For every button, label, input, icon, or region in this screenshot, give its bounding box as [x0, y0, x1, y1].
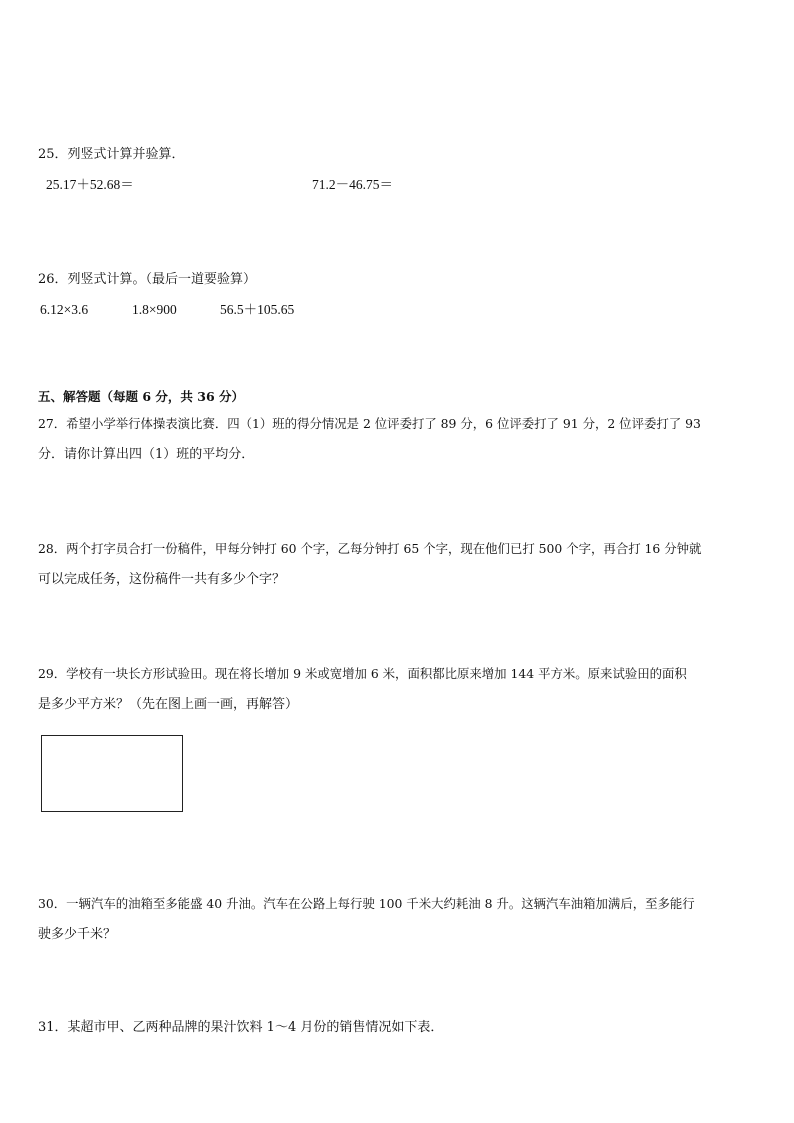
q25-expr-1: 25.17＋52.68＝: [46, 177, 134, 192]
q27-line-1: 27．希望小学举行体操表演比赛．四（1）班的得分情况是 2 位评委打了 89 分，6 位评委打了 91 分，2 位评委打了 93: [38, 416, 701, 431]
rectangle-figure: [41, 735, 183, 812]
q31-line-1: 31．某超市甲、乙两种品牌的果汁饮料 1～4 月份的销售情况如下表．: [38, 1020, 444, 1035]
q29-line-2: 是多少平方米？（先在图上画一画，再解答）: [38, 697, 299, 712]
q28-line-1: 28．两个打字员合打一份稿件，甲每分钟打 60 个字，乙每分钟打 65 个字，现在他们已打 500 个字，再合打 16 分钟就: [38, 541, 702, 556]
q26-title: 26．列竖式计算。（最后一道要验算）: [38, 272, 257, 287]
q28-line-2: 可以完成任务，这份稿件一共有多少个字？: [38, 572, 286, 587]
q25-title: 25．列竖式计算并验算．: [38, 147, 185, 162]
q30-line-1: 30．一辆汽车的油箱至多能盛 40 升油。汽车在公路上每行驶 100 千米大约耗油 8 升。这辆汽车油箱加满后，至多能行: [38, 896, 695, 911]
section-5-heading: 五、解答题（每题 6 分，共 36 分）: [38, 389, 245, 404]
q26-expr-3: 56.5＋105.65: [220, 302, 295, 317]
q29-line-1: 29．学校有一块长方形试验田。现在将长增加 9 米或宽增加 6 米，面积都比原来增加 144 平方米。原来试验田的面积: [38, 666, 687, 681]
q30-line-2: 驶多少千米？: [38, 927, 117, 942]
q25-expr-2: 71.2－46.75＝: [312, 177, 393, 192]
q27-line-2: 分．请你计算出四（1）班的平均分．: [38, 447, 255, 462]
q26-expr-1: 6.12×3.6: [40, 302, 89, 317]
q26-expr-2: 1.8×900: [132, 302, 177, 317]
